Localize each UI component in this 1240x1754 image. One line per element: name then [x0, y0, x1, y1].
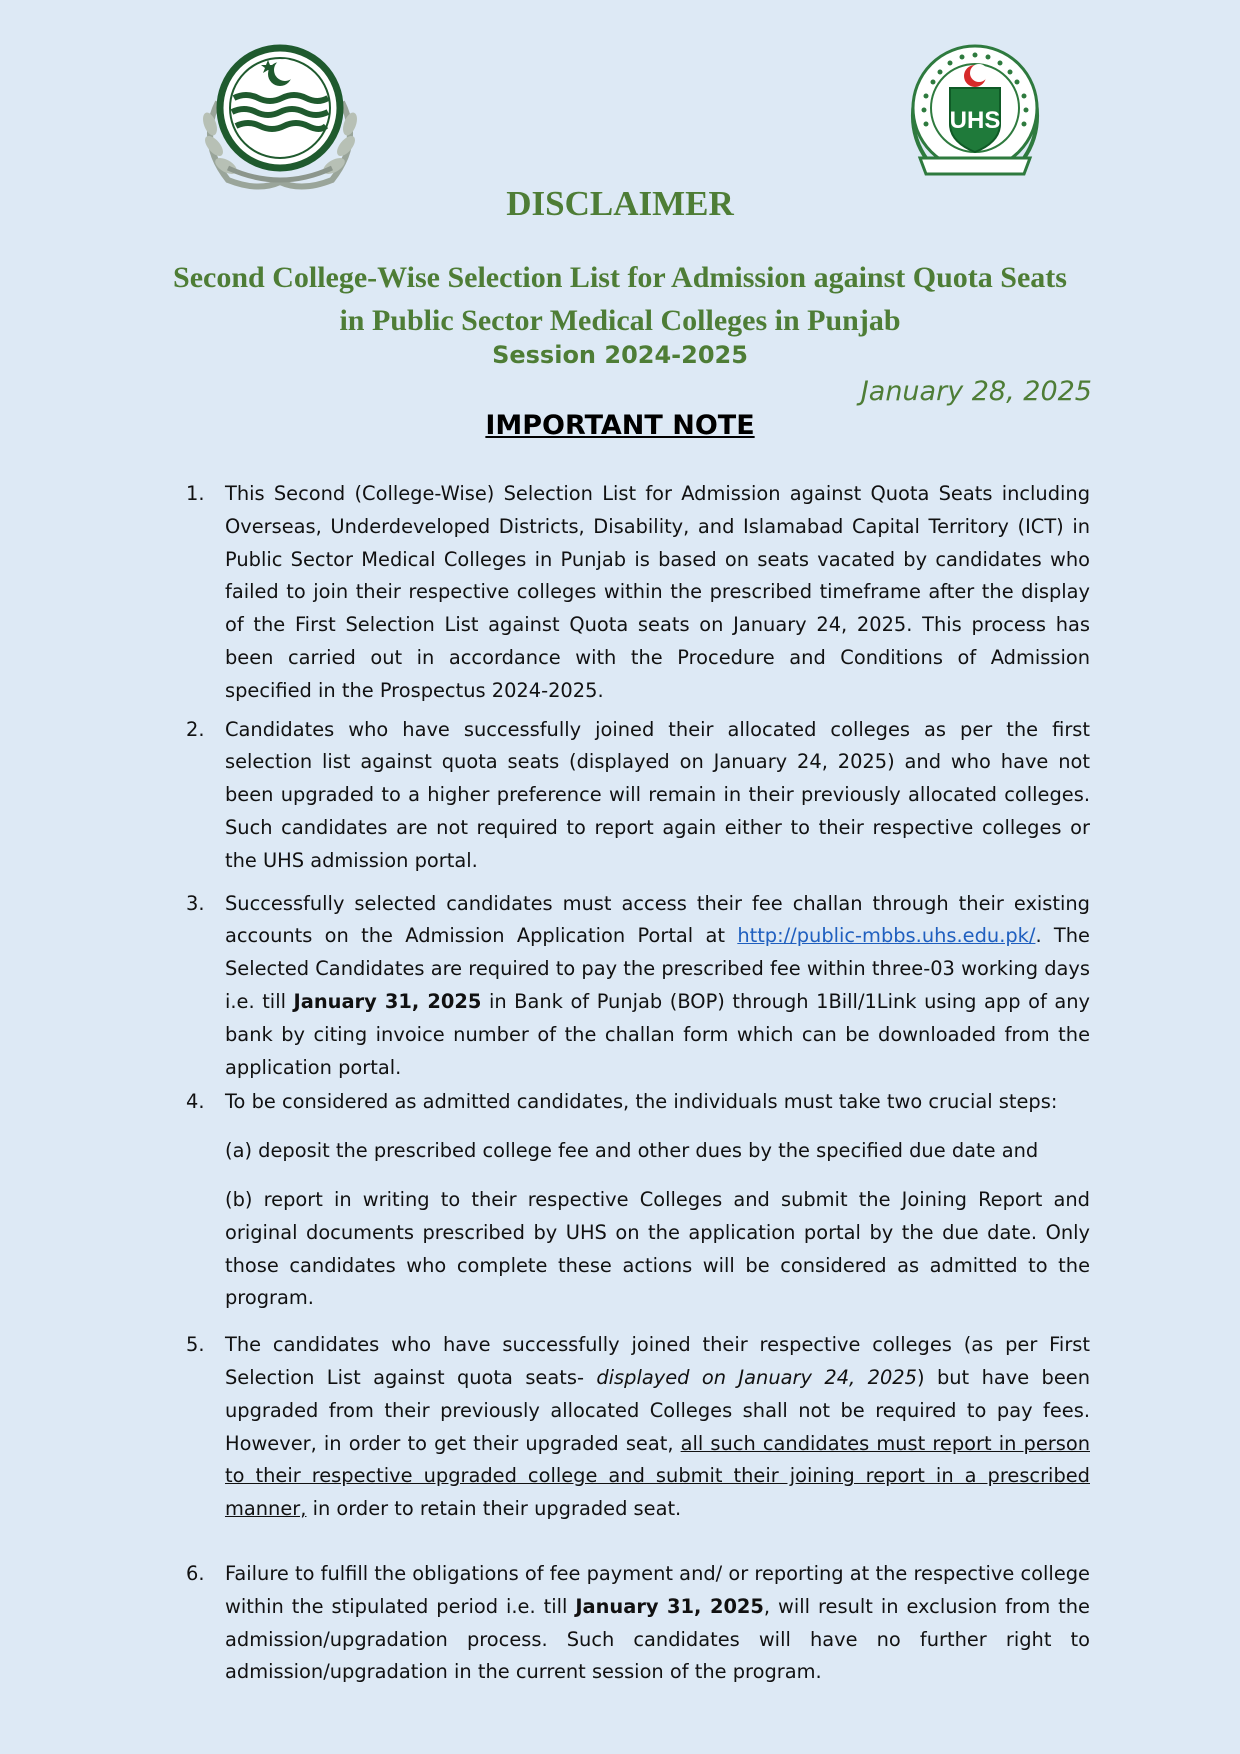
important-note-title: IMPORTANT NOTE: [485, 410, 755, 441]
note-text-part: ) but have been upgraded from their previously allocated Colleges shall not be required to pay fees. However, in order to get their upgraded seat,: [225, 1365, 1091, 1455]
note-item-6: [186, 1558, 1090, 1689]
note-text: This Second (College-Wise) Selection List for Admission against Quota Seats including Overseas, Underdeveloped Districts, Disability, and Islamabad Capital Territory (ICT) in Public Sector Medical Colleges in Punjab is based on seats vacated by candidates who failed to join their respective colleges within the prescribed timeframe after the display of the First Selection List against Quota seats on January 24, 2025. This process has been carried out in accordance with the Procedure and Conditions of Admission specified in the Prospectus 2024-2025.: [225, 482, 1090, 702]
note-number: 5.: [186, 1333, 205, 1357]
note-number: 1.: [186, 482, 205, 505]
notes-list: [186, 478, 1090, 1689]
note-item-5: [186, 1329, 1090, 1526]
note-text: [225, 1558, 1090, 1689]
note-text: [225, 1329, 1090, 1526]
note-text: To be considered as admitted candidates, the individuals must take two crucial steps:: [225, 1090, 1058, 1114]
note-text-part: . The Selected Candidates are required to pay the prescribed fee within three-03 working days i.e. till: [225, 924, 1090, 1013]
note-text-part: , will result in exclusion from the admission/upgradation process. Such candidates will have no further right to admission/upgradation in the current session of the program.: [225, 1594, 1090, 1684]
note-item-3: [186, 888, 1090, 1085]
note-text-part: Failure to fulfill the obligations of fee payment and/ or reporting at the respective college within the stipulated period i.e. till: [225, 1561, 1090, 1618]
note-item-2: [186, 714, 1090, 878]
note-item-1: [186, 478, 1090, 708]
reporting-requirement: all such candidates must report in person to their respective upgraded college and submit their joining report in a prescribed manner,: [225, 1431, 1090, 1521]
note-number: 4.: [186, 1090, 205, 1114]
uhs-seal-logo: [900, 42, 1050, 188]
svg-text:UHS: UHS: [949, 107, 1001, 134]
subtitle-line-2: in Public Sector Medical Colleges in Punjab: [339, 304, 901, 337]
note-number: 2.: [186, 717, 205, 741]
document-date: January 28, 2025: [860, 376, 1092, 407]
note-item-4: [186, 1086, 1090, 1315]
note-text-part: in order to retain their upgraded seat.: [306, 1497, 682, 1521]
note-subpoint-a: (a) deposit the prescribed college fee and other dues by the specified due date and: [225, 1139, 1039, 1163]
note-number: 6.: [186, 1561, 205, 1585]
note-text-part: The candidates who have successfully joined their respective colleges (as per First Selection List against quota seats-: [225, 1333, 1090, 1389]
deadline-date: January 31, 2025: [575, 1594, 764, 1618]
session-label: Session 2024-2025: [492, 341, 748, 369]
note-number: 3.: [186, 891, 205, 915]
deadline-date: January 31, 2025: [293, 989, 482, 1013]
note-text: [225, 888, 1090, 1085]
punjab-government-logo: [188, 42, 372, 190]
disclaimer-title: DISCLAIMER: [506, 184, 734, 223]
document-subtitle: [0, 256, 1240, 342]
display-date-italic: displayed on January 24, 2025: [596, 1365, 917, 1389]
note-subpoint-b: (b) report in writing to their respective Colleges and submit the Joining Report and original documents prescribed by UHS on the application portal by the due date. Only those candidates who complete these actions will be considered as admitted to the program.: [225, 1187, 1090, 1310]
subtitle-line-1: Second College-Wise Selection List for Admission against Quota Seats: [173, 261, 1067, 294]
note-text-part: Successfully selected candidates must access their fee challan through their existing accounts on the Admission Application Portal at: [225, 891, 1090, 948]
note-text: Candidates who have successfully joined their allocated colleges as per the first selection list against quota seats (displayed on January 24, 2025) and who have not been upgraded to a higher preference will remain in their previously allocated colleges. Such candidates are not required to report again either to their respective colleges or the UHS admission portal.: [225, 717, 1090, 872]
admission-portal-link[interactable]: http://public-mbbs.uhs.edu.pk/: [737, 924, 1036, 948]
note-text-part: in Bank of Punjab (BOP) through 1Bill/1Link using app of any bank by citing invoice number of the challan form which can be downloaded from the application portal.: [225, 989, 1090, 1079]
